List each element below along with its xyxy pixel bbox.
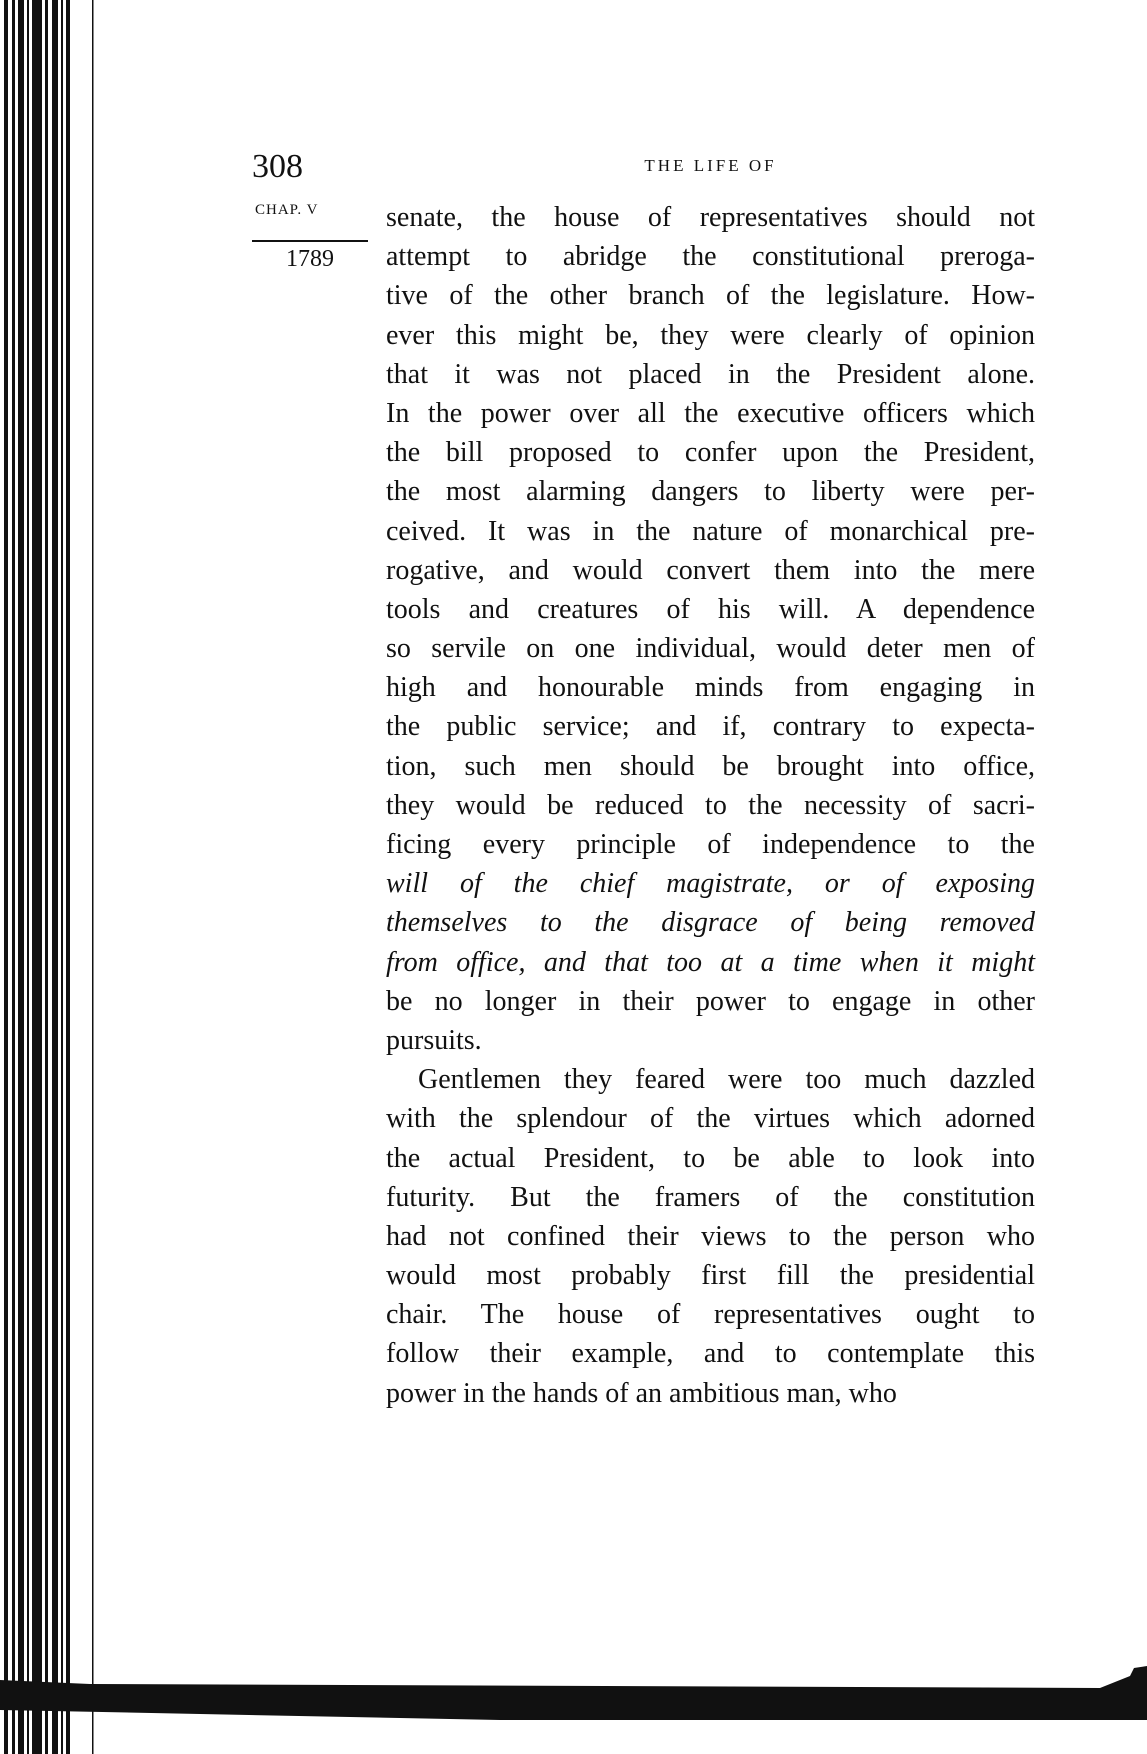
- text-line: pursuits.: [386, 1024, 482, 1056]
- text-line: the bill proposed to confer upon the President,: [386, 437, 1035, 469]
- text-line: senate, the house of representatives should not: [386, 202, 1035, 233]
- text-line: from office, and that too at a time when it might: [386, 946, 1035, 978]
- page-bottom-shadow: [0, 1640, 1147, 1720]
- text-line: be no longer in their power to engage in other: [386, 985, 1035, 1017]
- text-line: ficing every principle of independence to the: [386, 829, 1035, 860]
- text-line: Gentlemen they feared were too much dazzled: [418, 1064, 1035, 1096]
- text-line: the actual President, to be able to look into: [386, 1142, 1035, 1174]
- text-line: power in the hands of an ambitious man, who: [386, 1377, 897, 1409]
- running-head: THE LIFE OF: [644, 156, 777, 175]
- text-line: In the power over all the executive officers which: [386, 397, 1035, 429]
- margin-chapter: CHAP. V: [255, 202, 319, 218]
- text-line: tools and creatures of his will. A dependence: [386, 593, 1035, 625]
- text-line: tion, such men should be brought into office,: [386, 750, 1035, 782]
- text-line: tive of the other branch of the legislature. How-: [386, 280, 1035, 312]
- text-line: rogative, and would convert them into the mere: [386, 554, 1035, 586]
- text-line: will of the chief magistrate, or of exposing: [386, 868, 1035, 900]
- text-line: ceived. It was in the nature of monarchical pre-: [386, 515, 1035, 547]
- margin-year: 1789: [286, 246, 334, 272]
- text-line: with the splendour of the virtues which adorned: [386, 1103, 1035, 1135]
- page-number: 308: [252, 148, 303, 185]
- text-line: chair. The house of representatives ought to: [386, 1299, 1035, 1331]
- text-line: that it was not placed in the President alone.: [386, 358, 1035, 390]
- margin-rule: [252, 240, 368, 242]
- text-line: so servile on one individual, would deter men of: [386, 633, 1035, 665]
- text-line: follow their example, and to contemplate this: [386, 1338, 1035, 1370]
- text-line: had not confined their views to the person who: [386, 1220, 1035, 1252]
- text-line: would most probably first fill the presidential: [386, 1260, 1035, 1292]
- body-text: [386, 198, 1035, 1413]
- text-line: they would be reduced to the necessity of sacri-: [386, 789, 1035, 821]
- text-line: attempt to abridge the constitutional preroga-: [386, 241, 1035, 273]
- text-line: high and honourable minds from engaging in: [386, 672, 1035, 704]
- text-line: the most alarming dangers to liberty were per-: [386, 476, 1035, 508]
- text-line: the public service; and if, contrary to expecta-: [386, 711, 1035, 743]
- text-line: ever this might be, they were clearly of opinion: [386, 319, 1035, 351]
- book-binding-edge: [0, 0, 110, 1754]
- text-line: futurity. But the framers of the constitution: [386, 1181, 1035, 1213]
- text-line: themselves to the disgrace of being removed: [386, 907, 1035, 939]
